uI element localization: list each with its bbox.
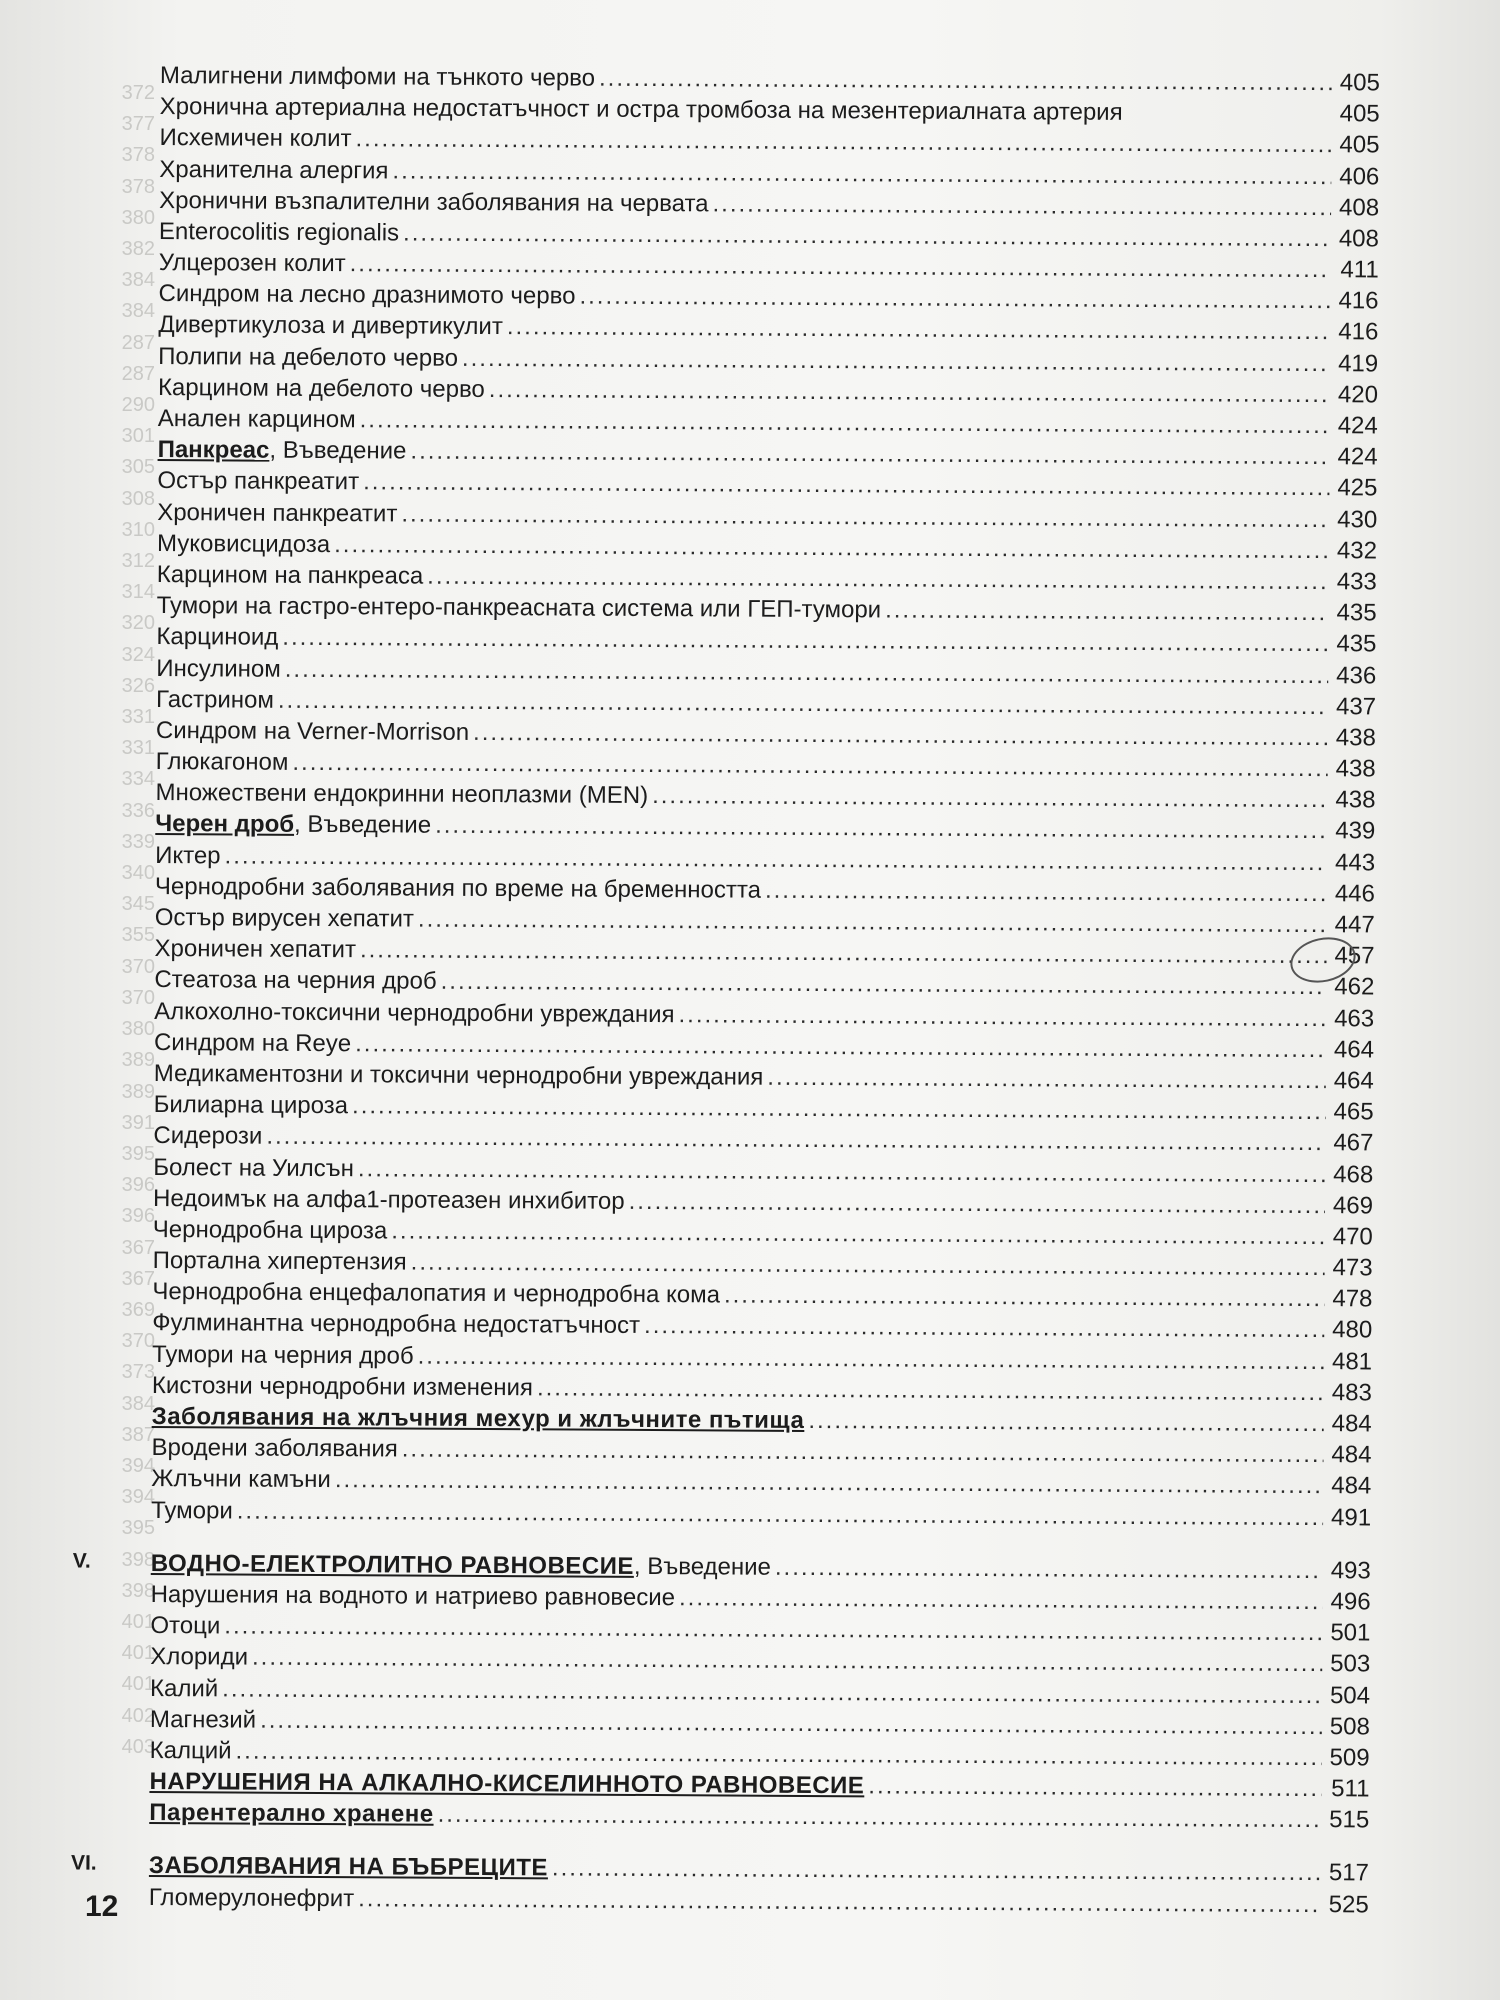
ghost-number: 398: [121, 1548, 155, 1571]
toc-entry-title-main: ЗАБОЛЯВАНИЯ НА БЪБРЕЦИТЕ: [148, 1852, 549, 1882]
toc-entry-title-main: Чернодробна енцефалопатия и чернодробна кома: [152, 1278, 721, 1309]
ghost-number: 380: [121, 1018, 155, 1041]
leader-dots: [599, 63, 1332, 99]
toc-entry-title: [150, 1610, 220, 1642]
toc-entry: [149, 1797, 1369, 1836]
toc-entry-title-suffix: , Въведение: [294, 811, 432, 840]
toc-entry-page: 432: [1336, 536, 1378, 565]
toc-entry-title: [156, 715, 469, 748]
ghost-number: 367: [121, 1267, 155, 1290]
toc-entry-title-main: Медикаментозни и токсични чернодробни увреждания: [153, 1059, 764, 1091]
ghost-number: 380: [121, 206, 155, 229]
ghost-number: 287: [121, 362, 155, 385]
toc-entry-page: 457: [1334, 942, 1375, 970]
toc-entry-page: 420: [1337, 381, 1379, 409]
toc-entry-page: 501: [1330, 1619, 1371, 1647]
toc-entry-title: [151, 1579, 676, 1613]
ghost-number: 396: [121, 1205, 155, 1228]
toc-entry-title: [159, 185, 709, 220]
toc-entry: [149, 1882, 1369, 1921]
toc-entry-title-main: Карцином на дебелото черво: [157, 373, 485, 403]
toc-entry-page: 424: [1337, 443, 1378, 471]
toc-entry-title-suffix: , Въведение: [633, 1552, 772, 1581]
ghost-number: 331: [121, 737, 155, 760]
ghost-number: 370: [121, 1330, 155, 1353]
toc-entry-page: 509: [1329, 1744, 1370, 1772]
ghost-number: 334: [121, 768, 155, 791]
toc-entry-title: [155, 840, 221, 872]
leader-dots: [552, 1853, 1321, 1889]
toc-entry-title: [157, 497, 397, 530]
leader-dots: [507, 312, 1331, 348]
toc-entry-page: 478: [1332, 1285, 1373, 1313]
toc-entry-page: 469: [1332, 1191, 1374, 1220]
toc-entry-title-main: Сидерози: [153, 1122, 263, 1151]
toc-entry-title: [158, 341, 458, 374]
page-number: 12: [85, 1890, 119, 1923]
ghost-number: 391: [121, 1111, 155, 1134]
ghost-number: 290: [121, 394, 155, 417]
toc-entry-title-main: Инсулином: [156, 654, 281, 683]
toc-entry-title: [151, 1495, 233, 1527]
toc-entry-title: [158, 309, 503, 342]
ghost-number: 403: [121, 1735, 155, 1758]
ghost-number: 301: [121, 425, 155, 448]
toc-entry-page: 465: [1333, 1098, 1374, 1126]
toc-entry-title: [157, 465, 359, 497]
leader-dots: [868, 1770, 1321, 1804]
toc-entry-title: [152, 1401, 805, 1436]
toc-entry-title-main: Гастрином: [156, 685, 275, 714]
toc-entry-title-main: Улцерозен колит: [158, 249, 346, 278]
toc-entry-title: [160, 60, 595, 94]
ghost-number: 370: [121, 986, 155, 1009]
ghost-number: 401: [121, 1673, 155, 1696]
toc-entry-title-main: Дивертикулоза и дивертикулит: [158, 311, 503, 341]
leader-dots: [652, 780, 1328, 815]
ghost-number: 398: [121, 1579, 155, 1602]
toc-entry-title-main: Тумори на черния дроб: [152, 1340, 414, 1370]
toc-entry-title-main: Исхемичен колит: [159, 124, 352, 153]
toc-entry-page: 470: [1332, 1223, 1373, 1251]
toc-entry-title: [157, 590, 882, 626]
toc-entry-title: [157, 528, 330, 560]
toc-entry-page: 484: [1331, 1472, 1372, 1500]
toc-entry-title-main: Вродени заболявания: [151, 1434, 398, 1463]
toc-entry-page: 425: [1337, 474, 1378, 502]
toc-entry-page: 473: [1332, 1254, 1373, 1282]
ghost-number: 339: [121, 830, 155, 853]
chapter-number: VI.: [70, 1851, 97, 1876]
toc-entry-page: 483: [1331, 1379, 1372, 1407]
toc-entry-title-main: НАРУШЕНИЯ НА АЛКАЛНО-КИСЕЛИННОТО РАВНОВЕСИЕ: [149, 1768, 865, 1800]
toc-entry-title: [150, 1735, 232, 1767]
toc-entry-page: 517: [1328, 1859, 1370, 1887]
toc-entry-title-main: Полипи на дебелото черво: [158, 342, 459, 372]
ghost-number: 331: [121, 706, 155, 729]
toc-entry-page: 484: [1331, 1410, 1372, 1438]
ghost-number: 320: [121, 612, 155, 635]
toc-entry-page: 438: [1335, 724, 1376, 752]
toc-entry-title-main: Черен дроб: [155, 810, 295, 839]
ghost-number: 373: [121, 1361, 155, 1384]
ghost-number: 310: [121, 518, 155, 541]
ghost-number: 372: [121, 82, 155, 104]
toc-entry-page: 493: [1330, 1556, 1371, 1585]
toc-entry-title-main: Фулминантна чернодробна недостатъчност: [152, 1309, 641, 1340]
toc-entry-title-main: Отоци: [150, 1612, 221, 1640]
toc-entry-page: 438: [1335, 786, 1376, 814]
leader-dots: [644, 1310, 1324, 1345]
ghost-number: 340: [121, 862, 155, 885]
toc-entry-page: 447: [1334, 911, 1375, 939]
toc-entry-title: [158, 372, 485, 405]
toc-entry-page: 437: [1335, 692, 1377, 721]
ghost-number: 305: [121, 456, 155, 479]
toc-entry-title-main: Синдром на Reye: [153, 1028, 352, 1057]
toc-entry-title-main: Чернодробна цироза: [152, 1215, 388, 1245]
toc-entry-title: [150, 1704, 256, 1736]
toc-entry-title: [159, 154, 388, 187]
toc-entry-title-main: Анален карцином: [157, 405, 356, 434]
leader-dots: [537, 1372, 1324, 1408]
toc-entry-title: [151, 1463, 331, 1495]
toc-entry-page: 491: [1330, 1503, 1372, 1532]
leader-dots: [724, 1280, 1325, 1315]
toc-entry-title-main: Портална хипертензия: [152, 1247, 407, 1276]
ghost-number: 336: [121, 799, 155, 822]
ghost-number: 287: [121, 331, 155, 354]
toc-entry-title: [153, 1152, 354, 1184]
toc-entry-page: 468: [1333, 1160, 1374, 1188]
toc-entry-title-main: Калий: [149, 1674, 219, 1702]
ghost-number: 378: [121, 144, 155, 167]
toc-entry-page: 419: [1338, 349, 1379, 378]
toc-entry-title-main: Панкреас: [157, 436, 270, 464]
toc-entry-title: [158, 278, 575, 312]
leader-dots: [237, 1495, 1324, 1533]
toc-entry-title: [152, 1339, 414, 1372]
toc-entry-page: 481: [1331, 1347, 1373, 1376]
toc-entry-title-main: ВОДНО-ЕЛЕКТРОЛИТНО РАВНОВЕСИЕ: [150, 1549, 634, 1580]
toc-entry-page: 484: [1331, 1441, 1372, 1469]
ghost-number: 402: [121, 1704, 155, 1727]
ghost-number: 389: [121, 1080, 155, 1103]
ghost-number: 401: [121, 1642, 155, 1665]
toc-entry-title-main: Парентерално хранене: [149, 1799, 434, 1829]
toc-entry-title: [152, 1276, 720, 1311]
ghost-number: 308: [121, 487, 155, 510]
toc-entry-title: [159, 247, 346, 279]
toc-entry-title-main: Синдром на Verner-Morrison: [155, 716, 470, 746]
toc-entry-title-main: Хранителна алергия: [159, 155, 389, 184]
toc-entry-title-main: Хронична артериална недостатъчност и остра тромбоза на мезентериалната артерия: [159, 93, 1123, 127]
ghost-number: 312: [121, 550, 155, 573]
toc-entry-title-main: Хроничен панкреатит: [157, 498, 398, 528]
toc-entry-title: [152, 1370, 533, 1404]
toc-entry-title-main: Хроничен хепатит: [154, 935, 357, 964]
leader-dots: [438, 1799, 1322, 1836]
toc-entry-page: 511: [1331, 1775, 1370, 1803]
toc-entry-page: 435: [1336, 599, 1377, 627]
bleed-through-numbers: [95, 78, 155, 1763]
toc-entry-page: 438: [1335, 755, 1376, 783]
toc-entry-page: 443: [1334, 848, 1376, 877]
toc-entry-title-main: Муковисцидоза: [156, 529, 331, 558]
toc-entry-title-main: Нарушения на водното и натриево равновесие: [150, 1580, 676, 1612]
toc-entry-title: [153, 1214, 388, 1247]
leader-dots: [679, 1582, 1323, 1617]
leader-dots: [579, 281, 1330, 317]
toc-entry-title-main: Тумори: [151, 1496, 233, 1525]
ghost-number: 324: [121, 643, 155, 666]
ghost-number: 389: [121, 1049, 155, 1072]
toc-entry-page: 406: [1339, 162, 1380, 190]
toc-entry-title-main: Глюкагоном: [155, 748, 289, 776]
toc-entry: [151, 1495, 1371, 1534]
toc-entry-title-main: Стеатоза на черния дроб: [154, 966, 437, 996]
toc-entry-title-main: Хронични възпалителни заболявания на червата: [159, 186, 709, 218]
toc-entry-page: 433: [1336, 568, 1377, 596]
toc-entry-page: 464: [1333, 1035, 1375, 1064]
toc-entry-title-main: Кистозни чернодробни изменения: [151, 1371, 534, 1402]
leader-dots: [629, 1186, 1326, 1221]
toc-entry-page: 525: [1328, 1890, 1369, 1919]
ghost-number: 378: [121, 175, 155, 198]
ghost-number: 314: [121, 581, 155, 604]
toc-entry-title: [150, 1641, 248, 1673]
toc-entry-title-suffix: , Въведение: [269, 436, 407, 465]
toc-entry-title: [159, 216, 399, 249]
toc-entry-title: [154, 996, 675, 1030]
toc-entry-title-main: Недоимък на алфа1-протеазен инхибитор: [152, 1184, 625, 1215]
toc-entry-page: 467: [1333, 1129, 1374, 1157]
leader-dots: [808, 1405, 1324, 1439]
toc-entry-title-main: Синдром на лесно дразнимото черво: [158, 280, 576, 310]
toc-entry-title-main: Иктер: [155, 841, 221, 870]
toc-entry-title-main: Алкохолно-токсични чернодробни увреждания: [154, 997, 675, 1028]
toc-entry-title: [154, 1089, 349, 1121]
toc-entry-title: [152, 1307, 640, 1341]
toc-entry-title-main: Хлориди: [150, 1643, 249, 1671]
leader-dots: [489, 374, 1330, 410]
toc-entry-title-main: Остър панкреатит: [157, 467, 360, 496]
toc-entry-page: 405: [1339, 69, 1380, 97]
toc-entry-title: [156, 653, 281, 685]
toc-entry-title-main: Тумори на гастро-ентеро-панкреасната система или ГЕП-тумори: [156, 592, 882, 624]
toc-entry-title-main: Enterocolitis regionalis: [158, 217, 400, 247]
ghost-number: 395: [121, 1517, 155, 1540]
toc-entry-title: [155, 777, 648, 811]
toc-entry-title: [159, 122, 351, 154]
toc-entry-title-main: Калций: [149, 1736, 232, 1765]
leader-dots: [885, 595, 1329, 629]
toc-entry-title: [149, 1797, 434, 1830]
toc-entry-page: 416: [1338, 287, 1379, 315]
toc-entry-page: 446: [1334, 880, 1376, 908]
toc-entry-page: 503: [1330, 1650, 1371, 1678]
toc-entry-title-main: Билиарна цироза: [153, 1091, 349, 1120]
toc-entry-title-main: Множествени ендокринни неоплазми (MEN): [155, 779, 649, 810]
toc-entry-title: [151, 1432, 397, 1465]
toc-entry-title: [156, 684, 274, 716]
toc-entry-title-main: Карциноид: [156, 623, 279, 652]
ghost-number: 377: [121, 113, 155, 136]
ghost-number: 370: [121, 955, 155, 978]
toc-entry-title: [149, 1850, 548, 1884]
ghost-number: 382: [121, 238, 155, 261]
toc-entry-title: [153, 1120, 262, 1152]
ghost-number: 384: [121, 269, 155, 292]
toc-entry-title: [154, 1058, 764, 1093]
toc-entry-page: 408: [1338, 193, 1380, 222]
toc-entry-page: 405: [1339, 100, 1380, 128]
ghost-number: 394: [121, 1454, 155, 1477]
toc-entry-title-main: Жлъчни камъни: [151, 1465, 331, 1494]
ghost-number: 384: [121, 300, 155, 323]
toc-entry-title-main: Болест на Уилсън: [153, 1153, 355, 1182]
toc-entry-page: 515: [1329, 1806, 1370, 1834]
toc-entry-title: [153, 1245, 407, 1278]
toc-entry-page: 463: [1334, 1004, 1375, 1033]
toc-entry-title: [149, 1882, 355, 1914]
toc-entry-title: [150, 1673, 218, 1705]
chapter-number: V.: [72, 1549, 91, 1573]
leader-dots: [712, 188, 1331, 223]
toc-entry-page: 436: [1336, 661, 1377, 689]
ghost-number: 384: [121, 1392, 155, 1415]
toc-entry-title-main: Гломерулонефрит: [148, 1883, 355, 1912]
ghost-number: 369: [121, 1298, 155, 1321]
ghost-number: 396: [121, 1174, 155, 1197]
ghost-number: 387: [121, 1423, 155, 1446]
toc-entry-title-main: Остър вирусен хепатит: [154, 904, 415, 933]
toc-entry-title: [154, 964, 436, 997]
toc-entry-title: [157, 559, 424, 592]
ghost-number: 345: [121, 893, 155, 916]
toc-entry-title: [155, 902, 414, 935]
leader-dots: [767, 1062, 1326, 1097]
ghost-number: 355: [121, 924, 155, 947]
toc-entry-page: 508: [1329, 1712, 1370, 1741]
toc-entry-title: [154, 1027, 351, 1059]
toc-entry-page: 424: [1337, 412, 1378, 440]
leader-dots: [775, 1552, 1323, 1587]
toc-entry-title: [151, 1548, 771, 1583]
toc-entry-title: [158, 403, 356, 435]
toc-entry-page: 480: [1332, 1316, 1373, 1344]
toc-entry-title-main: Магнезий: [149, 1705, 257, 1734]
ghost-number: 394: [121, 1486, 155, 1509]
toc-entry-page: 496: [1330, 1588, 1371, 1616]
toc-entry-title: [155, 871, 761, 906]
toc-entry-title-main: Чернодробни заболявания по време на бременността: [154, 872, 762, 904]
toc-entry-page: 405: [1339, 131, 1380, 159]
toc-entry-title: [158, 434, 407, 467]
toc-entry-title-main: Карцином на панкреаса: [156, 560, 424, 590]
ghost-number: 395: [121, 1142, 155, 1165]
toc-entry-page: 504: [1329, 1681, 1371, 1709]
toc-entry-title: [154, 933, 356, 965]
toc-entry-title: [155, 808, 431, 841]
toc-entry-page: 408: [1338, 225, 1380, 253]
toc-entry-title-main: Заболявания на жлъчния мехур и жлъчните пътища: [151, 1403, 805, 1435]
leader-dots: [765, 875, 1327, 910]
toc-entry-title: [156, 746, 289, 778]
toc-entry-title: [149, 1766, 864, 1802]
toc-entry-page: 464: [1333, 1067, 1374, 1095]
ghost-number: 326: [121, 674, 155, 697]
toc-entry-page: 411: [1340, 256, 1379, 284]
toc-entry-page: 435: [1336, 630, 1377, 658]
ghost-number: 401: [121, 1610, 155, 1633]
toc-entry-page: 430: [1337, 505, 1378, 534]
toc-entry-page: 462: [1334, 973, 1375, 1001]
toc-entry-page: 416: [1338, 318, 1379, 346]
toc-entry-page: 439: [1335, 817, 1376, 845]
ghost-number: 367: [121, 1236, 155, 1259]
toc-entry-title: [156, 621, 278, 653]
leader-dots: [358, 1883, 1321, 1920]
leader-dots: [678, 999, 1326, 1034]
toc-entry-title: [153, 1183, 625, 1217]
leader-dots: [473, 717, 1328, 753]
toc-entry-title-main: Малигнени лимфоми на тънкото черво: [159, 61, 596, 92]
